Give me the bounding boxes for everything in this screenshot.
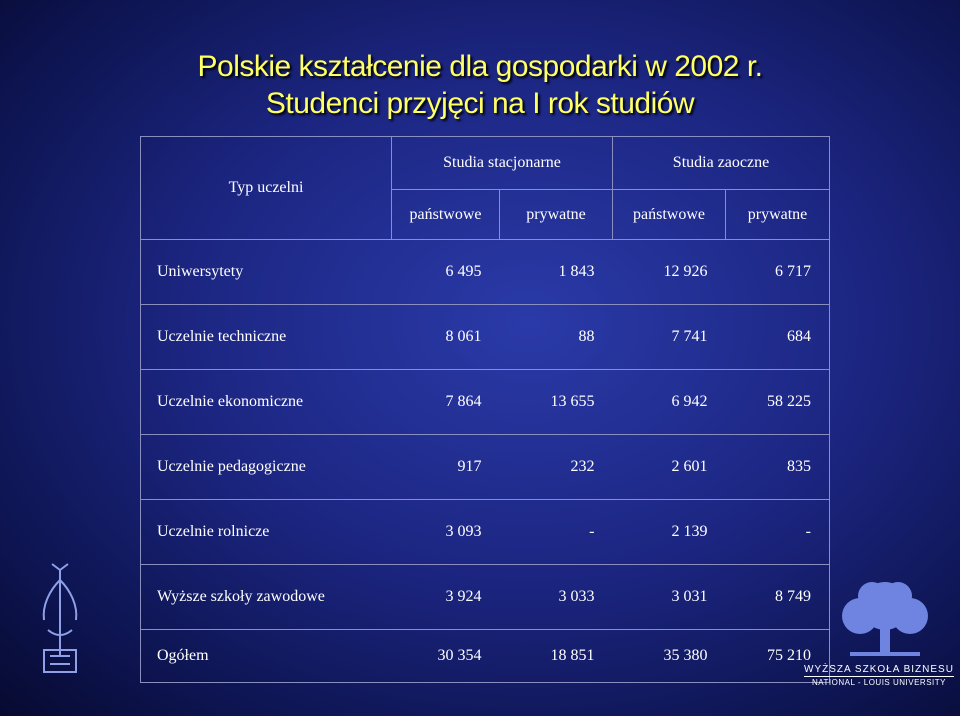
table-row — [141, 565, 830, 630]
cell: 30 354 — [392, 630, 500, 683]
cell: 3 031 — [613, 565, 726, 630]
row-label: Uczelnie pedagogiczne — [141, 435, 392, 500]
university-name-line1: WYŻSZA SZKOŁA BIZNESU — [804, 664, 954, 675]
cell: 58 225 — [726, 370, 830, 435]
cell: 2 601 — [613, 435, 726, 500]
cell: - — [726, 500, 830, 565]
cell: 2 139 — [613, 500, 726, 565]
university-name-line2: NATIONAL - LOUIS UNIVERSITY — [804, 676, 954, 687]
row-label: Uczelnie techniczne — [141, 305, 392, 370]
cell: 7 741 — [613, 305, 726, 370]
sub-header: państwowe — [392, 190, 500, 240]
cell: 232 — [500, 435, 613, 500]
row-label: Uczelnie ekonomiczne — [141, 370, 392, 435]
cell: 7 864 — [392, 370, 500, 435]
cell: 6 942 — [613, 370, 726, 435]
row-label: Ogółem — [141, 630, 392, 683]
group-header-zaoczne: Studia zaoczne — [613, 137, 830, 190]
group-header-stacjonarne: Studia stacjonarne — [392, 137, 613, 190]
university-name — [804, 664, 954, 687]
table-row — [141, 370, 830, 435]
table-row-total — [141, 630, 830, 683]
type-header: Typ uczelni — [141, 137, 392, 240]
cell: 3 033 — [500, 565, 613, 630]
cell: 8 061 — [392, 305, 500, 370]
cell: 3 924 — [392, 565, 500, 630]
cell: 1 843 — [500, 240, 613, 305]
row-label: Uniwersytety — [141, 240, 392, 305]
admissions-table — [140, 136, 830, 683]
cell: - — [500, 500, 613, 565]
cell: 88 — [500, 305, 613, 370]
cell: 3 093 — [392, 500, 500, 565]
cell: 35 380 — [613, 630, 726, 683]
cell: 12 926 — [613, 240, 726, 305]
cell: 684 — [726, 305, 830, 370]
sub-header: państwowe — [613, 190, 726, 240]
slide-title-line2: Studenci przyjęci na I rok studiów — [265, 87, 695, 120]
table-row — [141, 240, 830, 305]
row-label: Wyższe szkoły zawodowe — [141, 565, 392, 630]
sub-header: prywatne — [500, 190, 613, 240]
cell: 8 749 — [726, 565, 830, 630]
crest-icon — [30, 560, 90, 680]
sub-header: prywatne — [726, 190, 830, 240]
table-row — [141, 435, 830, 500]
cell: 75 210 — [726, 630, 830, 683]
cell: 6 717 — [726, 240, 830, 305]
cell: 917 — [392, 435, 500, 500]
tree-icon — [830, 578, 940, 663]
cell: 835 — [726, 435, 830, 500]
table-row — [141, 305, 830, 370]
table-row — [141, 500, 830, 565]
cell: 6 495 — [392, 240, 500, 305]
cell: 13 655 — [500, 370, 613, 435]
row-label: Uczelnie rolnicze — [141, 500, 392, 565]
slide-title-line1: Polskie kształcenie dla gospodarki w 2002 r. — [197, 50, 763, 83]
cell: 18 851 — [500, 630, 613, 683]
